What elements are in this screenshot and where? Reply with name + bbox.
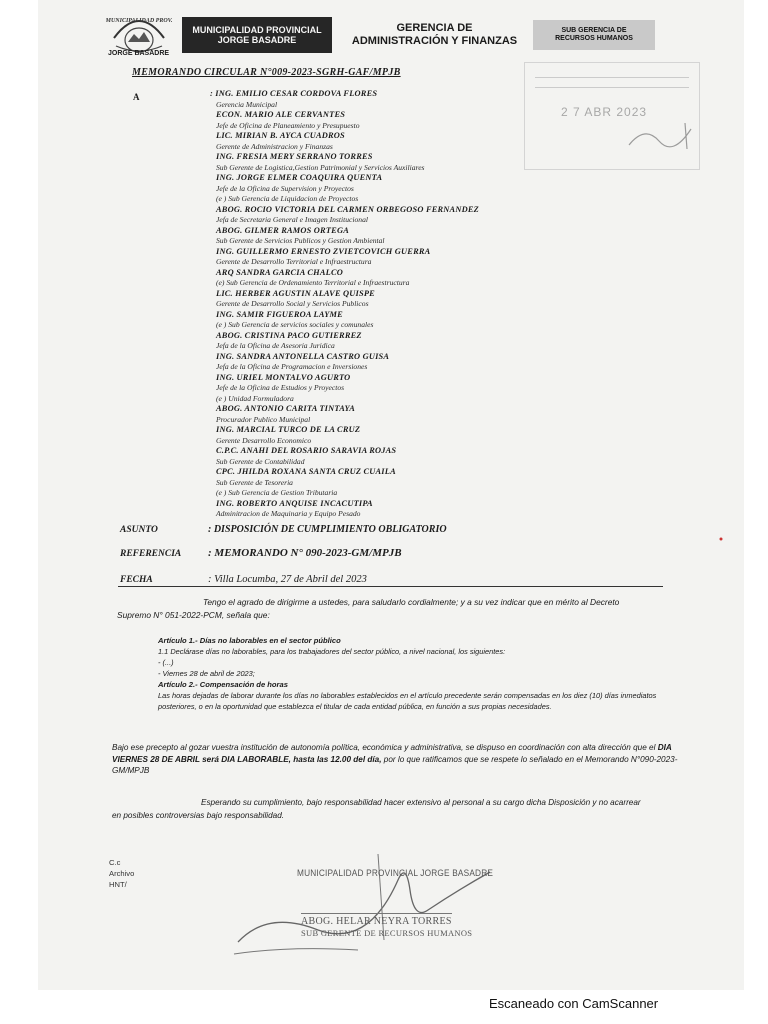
asunto-label: ASUNTO [120, 525, 158, 535]
recipient-name: ABOG. CRISTINA PACO GUTIERREZ [216, 330, 362, 340]
fecha-value: : Villa Locumba, 27 de Abril del 2023 [208, 574, 367, 585]
mark-icon [718, 536, 724, 542]
cc-block: C.c Archivo HNT/ [109, 858, 135, 889]
recipient-role: Sub Gerente de Logistica,Gestion Patrimonial y Servicios Auxiliares [216, 162, 425, 172]
recipient-role: Jefe de Oficina de Planeamiento y Presupuesto [216, 120, 360, 130]
recipient-role: (e ) Sub Gerencia de Liquidacion de Proyectos [216, 194, 359, 203]
header-sub-gerencia: SUB GERENCIA DE RECURSOS HUMANOS [533, 20, 655, 50]
recipient-name: ING. ROBERTO ANQUISE INCACUTIPA [216, 498, 373, 508]
article-1-item-2: - Viernes 28 de abril de 2023; [158, 669, 255, 678]
recipient-role: (e) Sub Gerencia de Ordenamiento Territorial e Infraestructura [216, 278, 410, 287]
working-day-notice: DIA VIERNES 28 DE ABRIL será DIA LABORABLE, hasta las 12.00 del día, [112, 743, 672, 764]
recipient-list [210, 89, 540, 520]
recipient-name: ING. JORGE ELMER COAQUIRA QUENTA [216, 173, 383, 182]
recipient-role: Jefe de la Oficina de Supervision y Proyectos [216, 183, 354, 193]
recipient-name: ABOG. ROCIO VICTORIA DEL CARMEN ORBEGOSO FERNANDEZ [216, 204, 479, 214]
recipient-name: ING. GUILLERMO ERNESTO ZVIETCOVICH GUERRA [216, 246, 431, 256]
to-label: A [133, 92, 140, 102]
stamp-date: 2 7 ABR 2023 [561, 105, 648, 119]
fecha-row [120, 569, 367, 587]
disposition-paragraph: Bajo ese precepto al gozar vuestra institución de autonomía política, económica y administrativa, se dispuso en coordinación con alta dirección que el DIA VIERNES 28 DE ABRIL será DIA LABORABLE, hasta las 12.00 del día, por lo que ratificamos que se respete lo señalado en el Memorando N°090-2023-GM/MPJB [112, 743, 678, 775]
article-2-text: Las horas dejadas de laborar durante los días no laborables establecidos en el artículo precedente serán compensadas en los diez (10) días inmediatos posteriores, o en la oportunidad que establezca el titular de cada entidad pública, en función a sus propias necesidades. [158, 691, 657, 711]
reception-stamp [524, 62, 700, 170]
recipient-role: Gerente de Administracion y Finanzas [216, 141, 333, 151]
asunto-row [120, 519, 447, 537]
recipient-name: LIC. MIRIAN B. AYCA CUADROS [216, 131, 345, 140]
recipient-name: : ING. EMILIO CESAR CORDOVA FLORES [210, 89, 378, 98]
intro-paragraph: Tengo el agrado de dirigirme a ustedes, para saludarlo cordialmente; y a su vez indicar que en mérito al Decreto Supremo N° 051-2022-PCM, señala que: [117, 597, 620, 620]
header-divider [118, 586, 663, 587]
article-1-title: Artículo 1.- Días no laborables en el sector público [158, 636, 341, 645]
recipient-role: Gerente de Desarrollo Social y Servicios Publicos [216, 299, 369, 308]
header-municipality: MUNICIPALIDAD PROVINCIAL JORGE BASADRE [182, 17, 332, 53]
recipient-name: ING. MARCIAL TURCO DE LA CRUZ [216, 425, 361, 434]
article-1-text: 1.1 Declárase días no laborables, para los trabajadores del sector público, a nivel nacional, los siguientes: [158, 647, 506, 656]
recipient-role: Procurador Publico Municipal [216, 414, 311, 424]
header-gerencia: GERENCIA DE ADMINISTRACIÓN Y FINANZAS [351, 22, 518, 47]
recipient-name: ARQ SANDRA GARCIA CHALCO [216, 267, 343, 277]
recipient-name: ING. FRESIA MERY SERRANO TORRES [216, 152, 373, 161]
recipient-role: Jefa de la Oficina de Asesoria Juridica [216, 341, 335, 350]
recipient-name: ABOG. GILMER RAMOS ORTEGA [216, 225, 349, 235]
recipient-role: Jefa de Secretaria General e Imagen Institucional [216, 215, 368, 224]
asunto-value: : DISPOSICIÓN DE CUMPLIMIENTO OBLIGATORIO [208, 524, 447, 535]
recipient-role: Gerente Desarrollo Economico [216, 435, 312, 445]
recipient-role: (e ) Unidad Formuladora [216, 393, 294, 403]
article-1-item-1: - (...) [158, 658, 174, 667]
recipient-role: Adminitracion de Maquinaria y Equipo Pesado [216, 509, 361, 518]
signer-role: SUB GERENTE DE RECURSOS HUMANOS [301, 928, 473, 938]
recipient-role: Sub Gerente de Servicios Publicos y Gestion Ambiental [216, 236, 385, 245]
recipient-name: ING. SAMIR FIGUEROA LAYME [216, 309, 343, 319]
signature-municipality: MUNICIPALIDAD PROVINCIAL JORGE BASADRE [297, 868, 494, 878]
recipient-role: Jefa de la Oficina de Programacion e Inversiones [216, 362, 368, 371]
recipient-role: (e ) Sub Gerencia de servicios sociales y comunales [216, 320, 374, 329]
recipient-name: ING. URIEL MONTALVO AGURTO [216, 372, 351, 382]
fecha-label: FECHA [120, 575, 153, 585]
recipient-role: Sub Gerente de Contabilidad [216, 456, 305, 466]
signer-name: ABOG. HELAR NEYRA TORRES [301, 913, 452, 927]
logo-caption: JORGE BASADRE [108, 50, 170, 57]
referencia-label: REFERENCIA [120, 549, 182, 559]
recipient-name: ING. SANDRA ANTONELLA CASTRO GUISA [216, 351, 390, 361]
article-2-title: Artículo 2.- Compensación de horas [158, 680, 288, 689]
recipient-role: Gerente de Desarrollo Territorial e Infraestructura [216, 257, 372, 266]
recipient-role: Gerencia Municipal [216, 99, 278, 109]
scanner-watermark: Escaneado con CamScanner [489, 996, 659, 1011]
recipient-name: ABOG. ANTONIO CARITA TINTAYA [216, 404, 356, 413]
recipient-name: C.P.C. ANAHI DEL ROSARIO SARAVIA ROJAS [216, 446, 397, 455]
stamp-signature-icon [625, 119, 695, 155]
recipient-name: ECON. MARIO ALE CERVANTES [216, 110, 346, 119]
closing-paragraph: Esperando su cumplimiento, bajo responsabilidad hacer extensivo al personal a su cargo dicha Disposición y no acarrear en posibles controversias bajo responsabilidad. [112, 798, 641, 820]
recipient-role: Jefe de la Oficina de Estudios y Proyectos [216, 383, 345, 392]
handwritten-signature-icon [228, 850, 508, 960]
recipient-role: Sub Gerente de Tesoreria [216, 477, 293, 487]
recipient-name: LIC. HERBER AGUSTIN ALAVE QUISPE [216, 288, 375, 298]
decree-quote [158, 635, 678, 712]
svg-text:MUNICIPALIDAD PROV.: MUNICIPALIDAD PROV. [106, 18, 172, 24]
recipient-role: (e ) Sub Gerencia de Gestion Tributaria [216, 488, 338, 497]
referencia-value: : MEMORANDO N° 090-2023-GM/MPJB [208, 547, 402, 559]
referencia-row [120, 543, 402, 561]
recipient-name: CPC. JHILDA ROXANA SANTA CRUZ CUAILA [216, 467, 396, 476]
memo-title: MEMORANDO CIRCULAR N°009-2023-SGRH-GAF/MPJB [132, 67, 401, 78]
